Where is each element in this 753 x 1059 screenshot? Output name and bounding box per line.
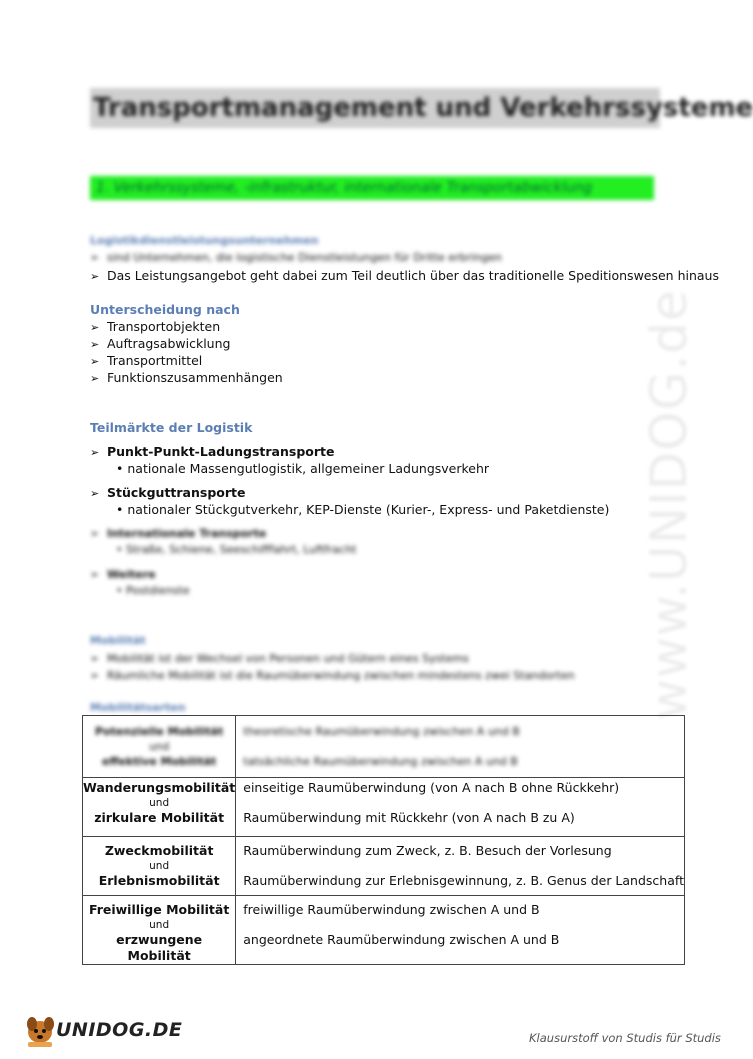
submarkets-heading: Teilmärkte der Logistik — [90, 420, 253, 435]
arrow-bullet-icon: ➢ — [90, 355, 100, 368]
mobility-bullet: ➢ Räumliche Mobilität ist die Raumüberwindung zwischen mindestens zwei Standorten — [90, 669, 575, 682]
table-cell-definition: einseitige Raumüberwindung (von A nach B ohne Rückkehr) Raumüberwindung mit Rückkehr (von A nach B zu A) — [236, 778, 685, 837]
arrow-bullet-icon: ➢ — [90, 338, 100, 351]
distinction-item: ➢ Auftragsabwicklung — [90, 336, 231, 351]
table-cell-term: Potenzielle Mobilität und effektive Mobilität — [83, 716, 236, 778]
mobility-types-heading: Mobilitätsarten — [90, 701, 186, 714]
arrow-bullet-icon: ➢ — [90, 669, 100, 682]
table-row — [83, 837, 685, 896]
table-row — [83, 778, 685, 837]
distinction-heading: Unterscheidung nach — [90, 302, 240, 317]
document-title: Transportmanagement und Verkehrssysteme — [90, 88, 660, 128]
table-cell-definition: freiwillige Raumüberwindung zwischen A und B angeordnete Raumüberwindung zwischen A und B — [236, 896, 685, 965]
table-cell-term: Freiwillige Mobilität und erzwungene Mobilität — [83, 896, 236, 965]
distinction-item: ➢ Transportmittel — [90, 353, 203, 368]
logistics-heading: Logistikdienstleistungsunternehmen — [90, 234, 319, 247]
distinction-item: ➢ Funktionszusammenhängen — [90, 370, 283, 385]
submarket-detail: • nationaler Stückgutverkehr, KEP-Dienste (Kurier-, Express- und Paketdienste) — [116, 502, 610, 517]
logistics-bullet-1: ➢ sind Unternehmen, die logistische Dienstleistungen für Dritte erbringen — [90, 251, 502, 264]
table-cell-definition: theoretische Raumüberwindung zwischen A und B tatsächliche Raumüberwindung zwischen A und B — [236, 716, 685, 778]
table-row — [83, 716, 685, 778]
arrow-bullet-icon: ➢ — [90, 321, 100, 334]
arrow-bullet-icon: ➢ — [90, 251, 100, 264]
submarket-detail: • nationale Massengutlogistik, allgemeiner Ladungsverkehr — [116, 461, 490, 476]
arrow-bullet-icon: ➢ — [90, 527, 100, 540]
logistics-bullet-2: ➢ Das Leistungsangebot geht dabei zum Teil deutlich über das traditionelle Speditionswesen hinaus — [90, 268, 719, 283]
arrow-bullet-icon: ➢ — [90, 487, 100, 500]
mobility-bullet: ➢ Mobilität ist der Wechsel von Personen und Gütern eines Systems — [90, 652, 469, 665]
footer-tagline: Klausurstoff von Studis für Studis — [529, 1031, 721, 1045]
submarket-title: ➢ Punkt-Punkt-Ladungstransporte — [90, 444, 335, 459]
arrow-bullet-icon: ➢ — [90, 652, 100, 665]
arrow-bullet-icon: ➢ — [90, 372, 100, 385]
table-cell-definition: Raumüberwindung zum Zweck, z. B. Besuch der Vorlesung Raumüberwindung zur Erlebnisgewinnung, z. B. Genus der Landschaft — [236, 837, 685, 896]
mobility-types-table — [82, 715, 685, 965]
table-row — [83, 896, 685, 965]
dog-mascot-icon — [27, 1017, 54, 1047]
arrow-bullet-icon: ➢ — [90, 568, 100, 581]
submarket-title: ➢ Stückguttransporte — [90, 485, 246, 500]
distinction-item: ➢ Transportobjekten — [90, 319, 221, 334]
arrow-bullet-icon: ➢ — [90, 446, 100, 459]
watermark: www.UNIDOG.de — [640, 289, 698, 720]
logo-text: UNIDOG.DE — [56, 1019, 183, 1041]
submarket-detail: • Postdienste — [116, 584, 190, 597]
submarket-title: ➢ Weitere — [90, 568, 156, 581]
table-cell-term: Wanderungsmobilität und zirkulare Mobilität — [83, 778, 236, 837]
table-cell-term: Zweckmobilität und Erlebnismobilität — [83, 837, 236, 896]
submarket-detail: • Straße, Schiene, Seeschifffahrt, Luftfracht — [116, 543, 357, 556]
submarket-title: ➢ Internationale Transporte — [90, 527, 267, 540]
arrow-bullet-icon: ➢ — [90, 270, 100, 283]
chapter-heading: 1. Verkehrssysteme, -infrastruktur, internationale Transportabwicklung — [90, 176, 654, 200]
mobility-heading: Mobilität — [90, 634, 146, 647]
